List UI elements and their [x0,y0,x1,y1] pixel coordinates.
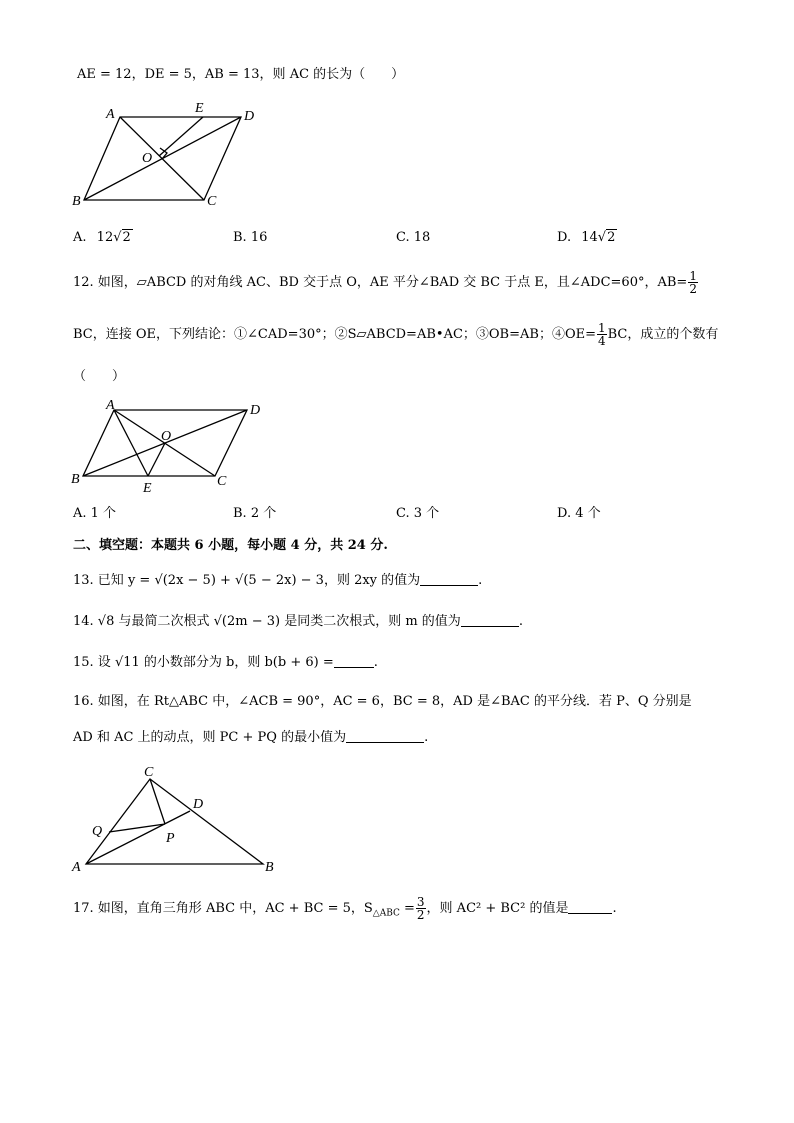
q11-option-b: B. 16 [233,230,268,245]
q11-label-C: C [207,194,217,209]
q16-label-P: P [166,831,175,846]
q17-fraction: $\frac{3}{2}$ [416,895,425,922]
q12-line-2: BC，连接 OE，下列结论：①∠CAD=30°；②S▱ABCD=AB•AC；③OB=AB；④OE= $\frac{1}{4}$ BC，成立的个数有 [73,321,719,348]
q15-line: 15. 设 √11 的小数部分为 b，则 b(b + 6) = . [73,655,378,670]
q16-line-2: AD 和 AC 上的动点，则 PC + PQ 的最小值为 . [73,730,429,745]
q16-label-C: C [144,765,154,780]
q11-label-E: E [195,101,204,116]
q12-line-3: （ ） [73,369,126,384]
q16-line-1: 16. 如图，在 Rt△ABC 中，∠ACB = 90°，AC = 6，BC = 8，AD 是∠BAC 的平分线．若 P、Q 分别是 [73,694,692,709]
q11-stem-tail: AE = 12，DE = 5，AB = 13，则 AC 的长为（ ） [77,67,405,82]
q16-label-B: B [265,860,274,875]
q12-fraction-1: $\frac{1}{2}$ [689,269,697,296]
q12-label-B: B [71,472,80,487]
q11-option-c: C. 18 [396,230,431,245]
q17-answer-blank [568,901,612,914]
q16-label-Q: Q [92,824,103,839]
q12-label-C: C [217,474,227,489]
q17-line: 17. 如图，直角三角形 ABC 中，AC + BC = 5，$S_{\triangle ABC}$ = $\frac{3}{2}$ ，则 AC² + BC² 的值是 . [73,895,617,922]
q11-option-a: A. 12√2 [73,230,131,245]
q12-line-1: 12. 如图，▱ABCD 的对角线 AC、BD 交于点 O，AE 平分∠BAD 交 BC 于点 E，且∠ADC=60°，AB= $\frac{1}{2}$ [73,269,697,296]
q16-label-A: A [72,860,81,875]
q12-option-a: A. 1 个 [73,506,117,521]
q14-answer-blank [461,614,519,627]
q11-figure [66,96,266,211]
q11-label-O: O [142,151,153,166]
q12-label-D: D [250,403,261,418]
q11-label-B: B [72,194,81,209]
q13-line: 13. 已知 y = √(2x − 5) + √(5 − 2x) − 3，则 2xy 的值为 . [73,573,483,588]
q11-option-d: D. 14√2 [557,230,616,245]
q11-label-A: A [106,107,115,122]
q16-answer-blank [346,730,424,743]
q12-fraction-2: $\frac{1}{4}$ [597,321,606,348]
q12-option-c: C. 3 个 [396,506,440,521]
q16-label-D: D [193,797,204,812]
q12-option-d: D. 4 个 [557,506,601,521]
q16-figure [66,758,286,878]
q13-answer-blank [420,573,478,586]
q11-label-D: D [244,109,255,124]
q12-option-b: B. 2 个 [233,506,277,521]
q14-line: 14. √8 与最简二次根式 √(2m − 3) 是同类二次根式，则 m 的值为 . [73,614,523,629]
q12-label-A: A [106,398,115,413]
section-2-heading: 二、填空题：本题共 6 小题，每小题 4 分，共 24 分. [73,538,388,553]
q12-figure [66,396,276,496]
q12-label-E: E [143,481,152,496]
q12-label-O: O [161,429,172,444]
q15-answer-blank [334,655,374,668]
